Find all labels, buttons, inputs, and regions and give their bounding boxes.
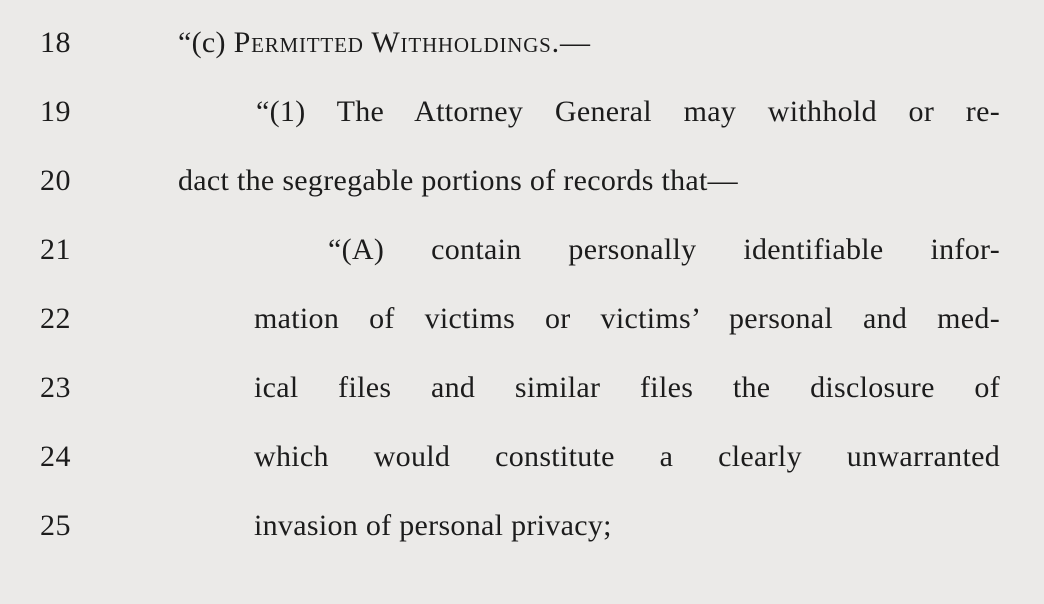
line-number: 22: [40, 302, 71, 335]
paragraph-text: “(A) contain personally identifiable infor-: [328, 233, 1000, 266]
heading-title: Permitted Withholdings.: [233, 26, 560, 59]
line-number: 23: [40, 371, 71, 404]
line-number: 21: [40, 233, 71, 266]
line-23: [0, 363, 1044, 413]
paragraph-text: mation of victims or victims’ personal and med-: [254, 302, 1000, 335]
line-number: 25: [40, 509, 71, 542]
line-21: [0, 225, 1044, 275]
section-label: “(c): [178, 26, 234, 59]
line-18: [0, 18, 1044, 68]
line-24: [0, 432, 1044, 482]
line-19: [0, 87, 1044, 137]
line-20: [0, 156, 1044, 206]
paragraph-text: “(1) The Attorney General may withhold or re-: [256, 95, 1000, 128]
paragraph-text: ical files and similar files the disclosure of: [254, 371, 1000, 404]
line-22: [0, 294, 1044, 344]
line-25: [0, 501, 1044, 551]
section-heading: [178, 18, 590, 68]
line-number: 20: [40, 164, 71, 197]
paragraph-text: dact the segregable portions of records that—: [178, 164, 738, 197]
heading-dash: —: [559, 26, 591, 59]
paragraph-text: invasion of personal privacy;: [254, 509, 612, 542]
line-number: 19: [40, 95, 71, 128]
paragraph-text: which would constitute a clearly unwarranted: [254, 440, 1000, 473]
line-number: 24: [40, 440, 71, 473]
line-number: 18: [40, 26, 71, 59]
